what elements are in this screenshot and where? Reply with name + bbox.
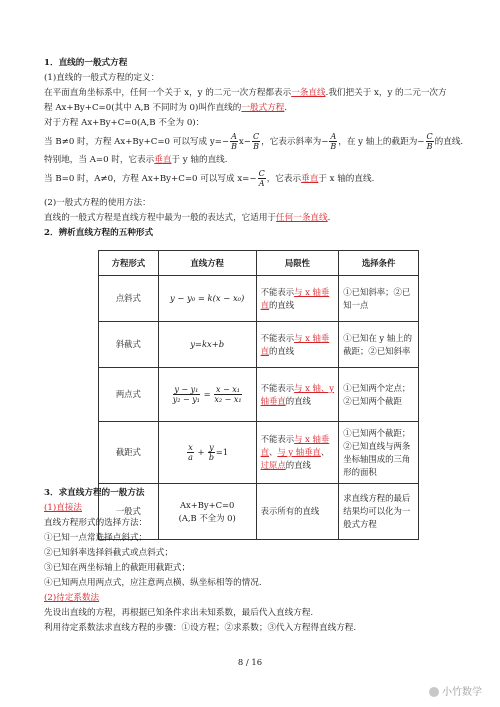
fraction-a-over-b-slope: $\frac{A}{B}$ <box>330 132 337 151</box>
def-line-4: 当 B≠0 时，方程 Ax+By+C=0 可以写成 y=− $\frac{A}{B}$ x− $\frac{C}{B}$ ，它表示斜率为− $\frac{A}{B}$ ，在 y 轴上的截距为− $\frac{C}{B}$ 的直线. <box>44 132 464 151</box>
limit-two-point: 不能表示与 x 轴、y 轴垂直的直线 <box>256 368 339 422</box>
list-item: ①已知一点常选择点斜式； <box>44 533 148 543</box>
fraction-c-over-a: $\frac{C}{A}$ <box>258 169 265 188</box>
section-3-title: 3．求直线方程的一般方法 <box>44 488 145 498</box>
header-equation: 直线方程 <box>158 251 256 276</box>
logo-icon <box>429 687 439 697</box>
eq-point-slope: y − y₀ = k(x − x₀) <box>158 276 256 322</box>
header-condition: 选择条件 <box>339 251 419 276</box>
eq-two-point: $\frac{\text{y − y₁}}{\text{y₂ − y₁}}$ = $\frac{\text{x − x₁}}{\text{x₂ − x₁}}$ <box>158 368 256 422</box>
method-2-line-1: 先设出直线的方程，再根据已知条件求出未知系数，最后代入直线方程. <box>44 608 314 618</box>
document-body <box>44 56 464 241</box>
list-item: ③已知在两坐标轴上的截距用截距式； <box>44 563 191 573</box>
table-row <box>99 368 419 422</box>
method-undetermined-coef: (2)待定系数法 <box>44 593 100 603</box>
highlight-general-form: 一般式方程 <box>241 103 285 113</box>
form-slope-intercept: 斜截式 <box>99 322 159 368</box>
def-title: (1)直线的一般式方程的定义： <box>44 73 160 83</box>
highlight-perpendicular-x: 垂直 <box>301 174 319 184</box>
list-item: ②已知斜率选择斜截式或点斜式； <box>44 548 173 558</box>
eq-general: Ax+By+C=0 (A,B 不全为 0) <box>158 484 256 540</box>
method-direct-intro: 直线方程形式的选择方法： <box>44 518 148 528</box>
highlight-one-line: 一条直线 <box>291 88 326 98</box>
form-point-slope: 点斜式 <box>99 276 159 322</box>
fraction-a-over-b: $\frac{A}{B}$ <box>231 132 237 151</box>
highlight-any-line: 任何一条直线 <box>276 213 328 223</box>
def-line-1: 在平面直角坐标系中，任何一个关于 x，y 的二元一次方程都表示一条直线.我们把关于 x，y 的二元一次方 <box>44 88 447 98</box>
cond-slope-intercept: ①已知在 y 轴上的截距；②已知斜率 <box>339 322 419 368</box>
table-header-row <box>99 251 419 276</box>
page-number: 8 / 16 <box>237 657 263 667</box>
cond-general: 求直线方程的最后结果均可以化为一般式方程 <box>339 484 419 540</box>
use-line: 直线的一般式方程是直线方程中最为一般的表达式，它适用于任何一条直线. <box>44 213 331 223</box>
highlight-perpendicular-y: 垂直 <box>154 155 172 165</box>
def-line-6: 当 B=0 时，A≠0，方程 Ax+By+C=0 可以写成 x=− $\frac{C}{A}$ ，它表示垂直于 x 轴的直线. <box>44 169 375 188</box>
cond-two-point: ①已知两个定点；②已知两个截距 <box>339 368 419 422</box>
table-row <box>99 322 419 368</box>
list-item: ④已知两点用两点式，应注意两点横、纵坐标相等的情况. <box>44 578 262 588</box>
def-line-5: 特别地，当 A=0 时，它表示垂直于 y 轴的直线. <box>44 155 228 165</box>
method-direct: (1)直接法 <box>44 503 82 513</box>
method-2-line-2: 利用待定系数法求直线方程的步骤：①设方程；②求系数；③代入方程得直线方程. <box>44 623 357 633</box>
fraction-c-over-b: $\frac{C}{B}$ <box>252 132 260 151</box>
form-intercept: 截距式 <box>99 422 159 484</box>
def-line-3: 对于方程 Ax+By+C=0(A,B 不全为 0)： <box>44 118 205 128</box>
use-title: (2)一般式方程的使用方法： <box>44 198 151 208</box>
header-limitation: 局限性 <box>256 251 339 276</box>
form-general: 一般式 <box>99 484 159 540</box>
table-row <box>99 276 419 322</box>
eq-intercept: $\frac{x}{a}$ + $\frac{y}{b}$ =1 <box>158 422 256 484</box>
cond-intercept: ①已知两个截距；②已知直线与两条坐标轴围成的三角形的面积 <box>339 422 419 484</box>
limit-point-slope: 不能表示与 x 轴垂直的直线 <box>256 276 339 322</box>
section-1-title: 1．直线的一般式方程 <box>44 58 128 68</box>
def-line-2: 程 Ax+By+C=0(其中 A,B 不同时为 0)叫作直线的一般式方程. <box>44 103 288 113</box>
fraction-c-over-b-intercept: $\frac{C}{B}$ <box>426 132 433 151</box>
table-row <box>99 422 419 484</box>
cond-point-slope: ①已知斜率；②已知一点 <box>339 276 419 322</box>
form-two-point: 两点式 <box>99 368 159 422</box>
section-3 <box>44 486 464 636</box>
header-form: 方程形式 <box>99 251 159 276</box>
section-2-title: 2．辨析直线方程的五种形式 <box>44 228 154 238</box>
watermark: 小竹数学 <box>429 683 482 698</box>
limit-general: 表示所有的直线 <box>256 484 339 540</box>
limit-slope-intercept: 不能表示与 x 轴垂直的直线 <box>256 322 339 368</box>
limit-intercept: 不能表示与 x 轴垂直、与 y 轴垂直、过原点的直线 <box>256 422 339 484</box>
eq-slope-intercept: y=kx+b <box>158 322 256 368</box>
